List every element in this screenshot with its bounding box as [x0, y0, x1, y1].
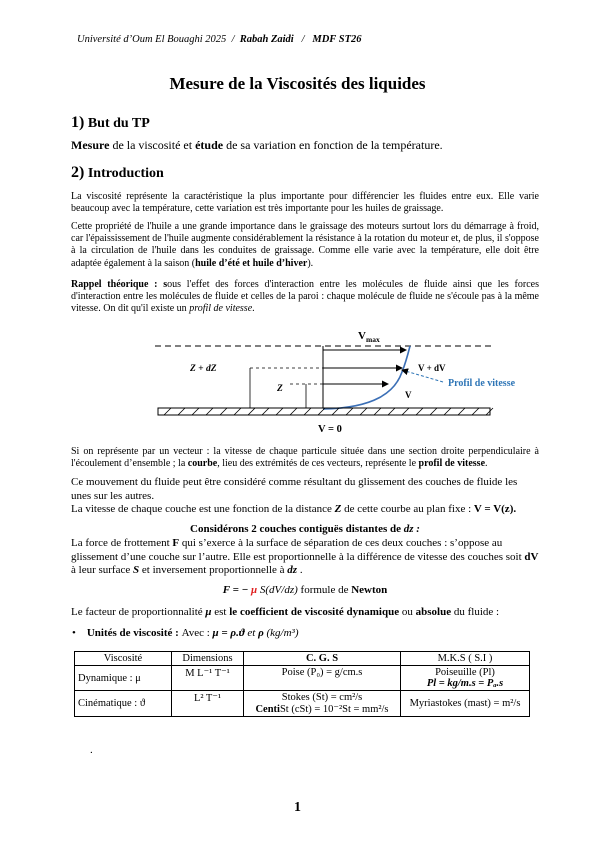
table-cell: Poise (P₀) = g/cm.s [244, 666, 401, 691]
label-vmax: $V_{max}$ [358, 330, 380, 344]
table-cell: Dynamique : μ [75, 666, 172, 691]
hatch-stroke [220, 408, 227, 415]
header-author: Rabah Zaidi [239, 34, 294, 45]
label-v: V [405, 390, 412, 400]
section2-heading: 2) Introduction [71, 164, 164, 181]
header-course: MDF ST26 [312, 34, 362, 45]
label-v-dv: V + dV [418, 363, 446, 373]
hatch-stroke [318, 408, 325, 415]
hatch-stroke [178, 408, 185, 415]
table-cell: L² T⁻¹ [172, 691, 244, 717]
label-v-zero: V = 0 [318, 424, 342, 435]
hatch-stroke [360, 408, 367, 415]
hatch-stroke [416, 408, 423, 415]
paragraph-glissement: Ce mouvement du fluide peut être considéré comme résultant du glissement des couches de fluide les unes sur les autres. [71, 476, 518, 502]
hatch-stroke [388, 408, 395, 415]
considerons-heading: Considérons 2 couches contiguës distantes de dz : [190, 523, 420, 535]
newton-formula: F = − μ S(dV/dz) formule de Newton [222, 584, 388, 596]
table-header-row [75, 652, 530, 666]
hatch-stroke [458, 408, 465, 415]
rappel-theorique: Rappel théorique : sous l'effet des forces d'interaction entre les molécules de fluide ainsi que les forces d'interaction entre les molécules de fluide et celles de la paroi : chaque molécule de fluide ne s'écoule pas à la même vitesse. On dit qu'il existe un profil de vitesse. [71, 279, 539, 315]
hatch-stroke [248, 408, 255, 415]
table-header: M.K.S ( S.I ) [401, 652, 530, 666]
hatch-stroke [262, 408, 269, 415]
bullet-icon: • [72, 627, 76, 639]
table-cell: Myriastokes (mast) = m²/s [401, 691, 530, 717]
label-z: Z [277, 384, 283, 394]
velocity-profile-figure [140, 322, 516, 440]
hatch-stroke [374, 408, 381, 415]
page-header: Université d’Oum El Bouaghi 2025 / Rabah Zaidi / MDF ST26 [77, 34, 362, 45]
hatch-stroke [234, 408, 241, 415]
hatch-stroke [444, 408, 451, 415]
table-row [75, 691, 530, 717]
viscosity-units-table [74, 651, 530, 717]
velocity-profile-curve [323, 346, 410, 409]
paragraph-frottement: La force de frottement F qui s’exerce à la surface de séparation de ces deux couches : s’oppose au glissement d’une couche sur l’autre. Elle est proportionnelle à la différence de vitesse des couches soit dV à leur surface S et inversement proportionnelle à dz . [71, 537, 539, 576]
page-title: Mesure de la Viscosités des liquides [169, 74, 426, 93]
units-line: • Unités de viscosité : Avec : μ = ρ.ϑ et ρ (kg/m³) [72, 627, 299, 639]
section1-heading: 1) But du TP [71, 114, 150, 131]
hatch-stroke [192, 408, 199, 415]
table-header: C. G. S [244, 652, 401, 666]
hatch-stroke [276, 408, 283, 415]
section1-text: Mesure de la viscosité et étude de sa variation en fonction de la température. [71, 138, 443, 152]
label-profil-vitesse: Profil de vitesse [448, 378, 516, 389]
paragraph-vitesse-couche: La vitesse de chaque couche est une fonction de la distance Z de cette courbe au plan fixe : V = V(z). [71, 503, 517, 515]
paragraph-coefficient: Le facteur de proportionnalité μ est le coefficient de viscosité dynamique ou absolue du fluide : [71, 606, 500, 618]
page-number: 1 [294, 800, 301, 815]
hatch-stroke [164, 408, 171, 415]
hatch-stroke [290, 408, 297, 415]
hatch-stroke [430, 408, 437, 415]
table-cell: Poiseuille (Pl) Pl = kg/m.s = Pₐ.s [401, 666, 530, 691]
header-university: Université d’Oum El Bouaghi 2025 [77, 34, 227, 45]
hatch-stroke [346, 408, 353, 415]
hatch-stroke [304, 408, 311, 415]
intro-paragraph-2: Cette propriété de l'huile a une grande importance dans le graissage des moteurs surtout lors du démarrage à froid, car l'épaississement de l'huile augmente considérablement la résistance à la rotation du moteur et, de plus, il s'oppose à la circulation de l'huile dans les conduites de graissage. Comme elle varie avec la température, elle doit être adaptée également à la saison (huile d’été et huile d’hiver). [71, 221, 539, 269]
table-cell: Cinématique : ϑ [75, 691, 172, 717]
label-z-dz: Z + dZ [190, 364, 217, 374]
table-header: Viscosité [75, 652, 172, 666]
table-cell: Stokes (St) = cm²/s CentiSt (cSt) = 10⁻²St = mm²/s [244, 691, 401, 717]
table-row [75, 666, 530, 691]
stray-dot: . [90, 744, 93, 756]
table-cell: M L⁻¹ T⁻¹ [172, 666, 244, 691]
paragraph-vector: Si on représente par un vecteur : la vitesse de chaque particule située dans une section droite perpendiculaire à l'écoulement d’ensemble ; la courbe, lieu des extrémités de ces vecteurs, représente le profil de vitesse. [71, 446, 539, 470]
table-header: Dimensions [172, 652, 244, 666]
hatch-stroke [402, 408, 409, 415]
hatch-stroke [472, 408, 479, 415]
intro-paragraph-1: La viscosité représente la caractéristique la plus importante pour différencier les fluides entre eux. Elle varie beaucoup avec la température, cette variation est très importante pour les huiles de graissage. [71, 191, 539, 215]
mu-symbol: μ [251, 584, 258, 596]
hatch-stroke [206, 408, 213, 415]
